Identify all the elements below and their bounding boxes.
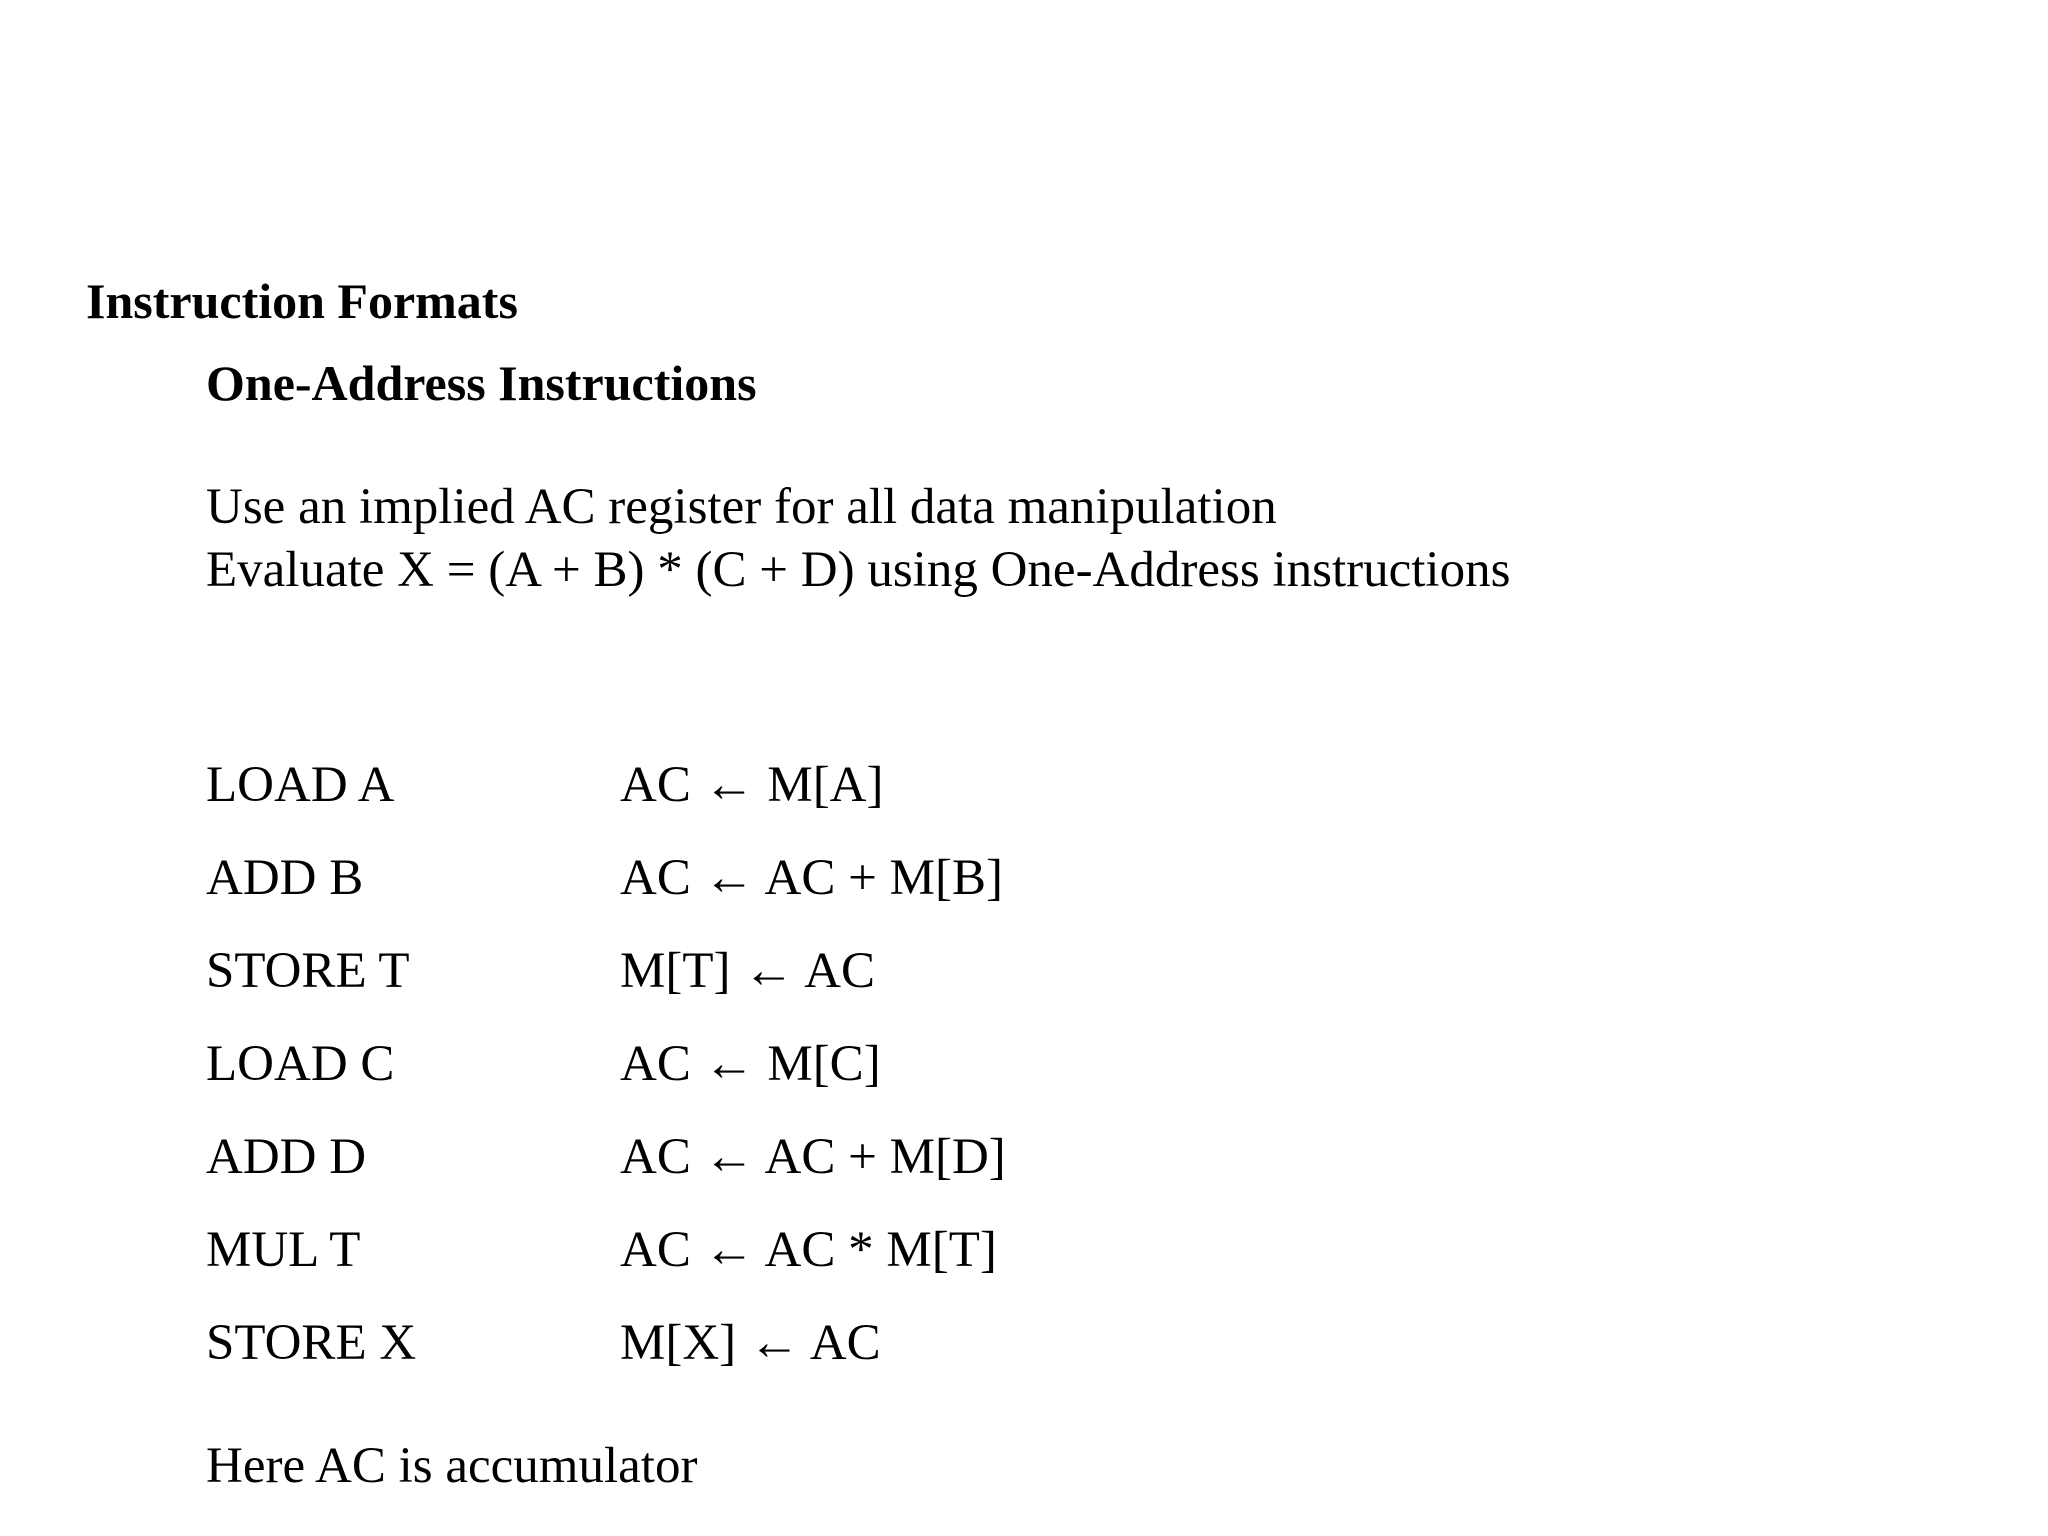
footer-note: Here AC is accumulator xyxy=(206,1438,698,1494)
instruction-row xyxy=(206,850,1206,946)
instruction-op: ADD D xyxy=(206,1129,367,1185)
instruction-op: LOAD C xyxy=(206,1036,395,1092)
section-subtitle: One-Address Instructions xyxy=(206,355,757,411)
instruction-action: AC ← AC * M[T] xyxy=(620,1222,997,1278)
instruction-action: AC ← AC + M[B] xyxy=(620,850,1003,906)
instruction-row xyxy=(206,943,1206,1039)
instruction-row xyxy=(206,1315,1206,1411)
description-line: Use an implied AC register for all data manipulation xyxy=(206,479,1277,535)
instruction-op: ADD B xyxy=(206,850,364,906)
instruction-action: M[T] ← AC xyxy=(620,943,875,999)
instruction-op: STORE T xyxy=(206,943,410,999)
instruction-op: STORE X xyxy=(206,1315,417,1371)
description-line: Evaluate X = (A + B) * (C + D) using One-Address instructions xyxy=(206,542,1511,598)
instruction-action: AC ← M[A] xyxy=(620,757,884,813)
instruction-action: M[X] ← AC xyxy=(620,1315,881,1371)
page-title: Instruction Formats xyxy=(86,273,518,329)
instruction-row xyxy=(206,1222,1206,1318)
instruction-table xyxy=(206,757,1206,1411)
instruction-row xyxy=(206,757,1206,853)
instruction-row xyxy=(206,1036,1206,1132)
instruction-action: AC ← M[C] xyxy=(620,1036,881,1092)
instruction-op: MUL T xyxy=(206,1222,361,1278)
instruction-row xyxy=(206,1129,1206,1225)
instruction-op: LOAD A xyxy=(206,757,395,813)
instruction-action: AC ← AC + M[D] xyxy=(620,1129,1006,1185)
